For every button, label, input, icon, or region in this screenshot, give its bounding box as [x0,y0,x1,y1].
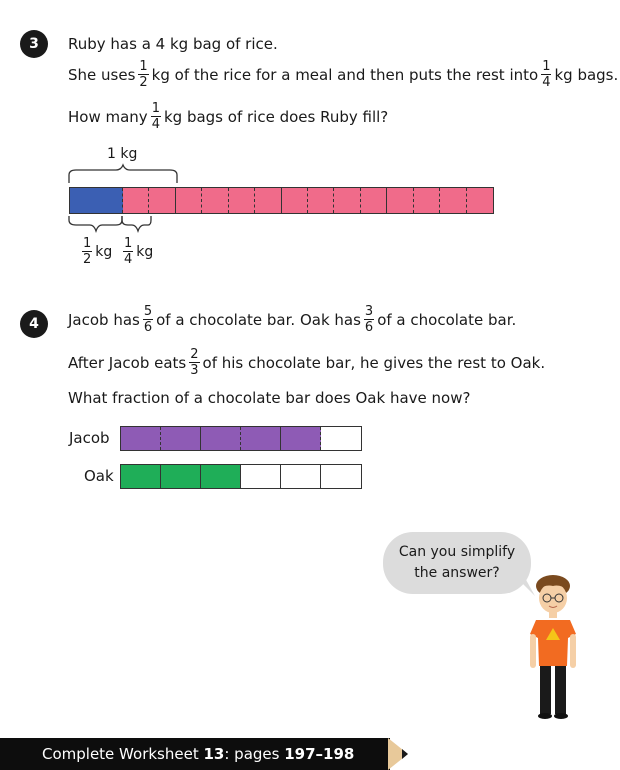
one-kg-label: 1 kg [107,146,138,162]
shaded-sixth [161,427,201,450]
rice-remaining-part [123,188,149,213]
q4-line-3: What fraction of a chocolate bar does Oak have now? [68,389,471,407]
shaded-sixth [281,427,321,450]
half-kg-label: $\frac{1}{2}$ kg [83,236,113,267]
shaded-sixth [201,427,241,450]
q4-line-1: Jacob has $\frac{5}{6}$ of a chocolate bar. Oak has $\frac{3}{6}$ of a chocolate bar. [68,304,517,335]
shaded-sixth [121,427,161,450]
jacob-bar-model [120,426,362,451]
rice-remaining-part [361,188,387,213]
fraction-three-sixths: $\frac{3}{6}$ [364,304,374,335]
rice-bar-model [69,187,494,214]
fraction-one-quarter: $\frac{1}{4}$ [151,101,160,132]
rice-remaining-part [334,188,360,213]
oak-bar-model [120,464,362,489]
q4-line-2: After Jacob eats $\frac{2}{3}$ of his chocolate bar, he gives the rest to Oak. [68,347,546,378]
rice-remaining-part [149,188,175,213]
unshaded-sixth [241,465,281,488]
unshaded-sixth [281,465,321,488]
shaded-sixth [241,427,281,450]
quarter-kg-label: $\frac{1}{4}$ kg [124,236,154,267]
rice-used-part [70,188,96,213]
rice-remaining-part [308,188,334,213]
rice-used-part [96,188,122,213]
shaded-sixth [121,465,161,488]
pencil-tip-icon [388,738,412,770]
unshaded-sixth [321,465,361,488]
q3-line-2: She uses $\frac{1}{2}$ kg of the rice for a meal and then puts the rest into $\frac{1}{4}$ kg bags. [68,59,619,90]
rice-remaining-part [467,188,493,213]
worksheet-footer-banner: Complete Worksheet 13 : pages 197–198 [0,738,390,770]
rice-remaining-part [414,188,440,213]
q3-line-3: How many $\frac{1}{4}$ kg bags of rice does Ruby fill? [68,101,389,132]
half-and-quarter-braces [66,214,156,234]
question-number-3: 3 [20,30,48,58]
fraction-one-half: $\frac{1}{2}$ [139,59,148,90]
rice-remaining-part [202,188,228,213]
fraction-two-thirds: $\frac{2}{3}$ [190,347,199,378]
unshaded-sixth [321,427,361,450]
rice-remaining-part [387,188,413,213]
rice-remaining-part [282,188,308,213]
fraction-one-quarter: $\frac{1}{4}$ [542,59,551,90]
shaded-sixth [201,465,241,488]
one-kg-brace [66,163,180,185]
fraction-one-half: $\frac{1}{2}$ [83,236,92,267]
q3-line-1: Ruby has a 4 kg bag of rice. [68,35,278,53]
shaded-sixth [161,465,201,488]
speech-bubble: Can you simplify the answer? [383,532,531,594]
fraction-one-quarter: $\frac{1}{4}$ [124,236,133,267]
boy-character-illustration [520,568,590,723]
question-number-4: 4 [20,310,48,338]
jacob-label: Jacob [69,429,110,447]
rice-remaining-part [176,188,202,213]
oak-label: Oak [84,467,114,485]
fraction-five-sixths: $\frac{5}{6}$ [143,304,153,335]
rice-remaining-part [229,188,255,213]
rice-remaining-part [440,188,466,213]
rice-remaining-part [255,188,281,213]
